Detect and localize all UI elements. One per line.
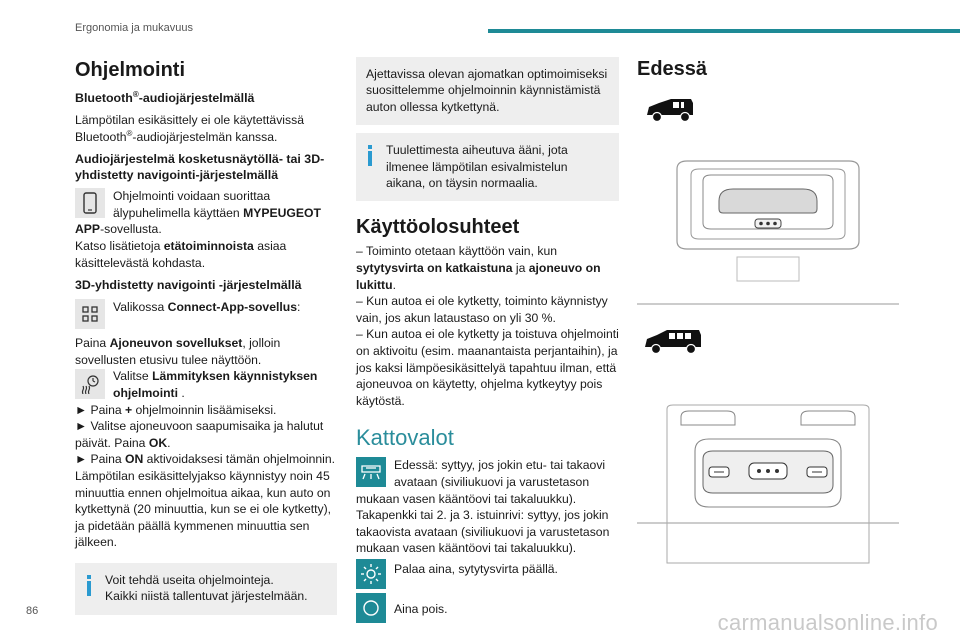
- note-optimization: Ajettavissa olevan ajomatkan optimoimiseksi suosittelemme ohjelmoinnin käynnistämistä auton ollessa kytkettynä.: [356, 57, 619, 125]
- info-note-programs: [75, 563, 337, 615]
- note-line-2: Kaikki niistä tallentuvat järjestelmään.: [105, 589, 308, 604]
- app-text-5: asiaa käsittelevästä kohdasta.: [75, 238, 287, 270]
- light-off-icon: [356, 593, 386, 623]
- running-header: Ergonomia ja mukavuus: [75, 22, 194, 34]
- step3-on: ON: [125, 452, 144, 467]
- remote-functions-ref: etätoiminnoista: [163, 238, 254, 253]
- lights-rear-text: Takapenkki tai 2. ja 3. istuinrivi: syttyy, jos jokin takaovista avataan (siviliukuovi ja varustetason mukaan vasen kääntöovi tai takaluukku).: [356, 508, 610, 556]
- connect-app-ref: Connect-App-sovellus: [167, 300, 297, 315]
- bluetooth-paragraph: [75, 112, 337, 145]
- u1-e: .: [392, 277, 396, 292]
- app-block: [75, 188, 337, 271]
- door-light-icon: [356, 457, 386, 487]
- bt-text-2b: -audiojärjestelmän kanssa.: [132, 129, 278, 144]
- heating-block: [75, 368, 337, 401]
- nav-heading: 3D-yhdistetty navigointi -järjestelmällä: [75, 278, 302, 293]
- column-1: [75, 58, 337, 615]
- app-paragraph: [75, 188, 337, 271]
- registered-mark: ®: [132, 89, 139, 99]
- note-line-1: Voit tehdä useita ohjelmointeja.: [105, 572, 274, 587]
- apps-grid-icon: [75, 299, 105, 329]
- step-1: [75, 402, 337, 419]
- step-3: [75, 451, 337, 468]
- smartphone-icon: [75, 188, 105, 218]
- nav-text-2: :: [296, 300, 301, 315]
- app-text-4: Katso lisätietoja: [75, 238, 164, 253]
- fan-note-text: Tuulettimesta aiheutuva ääni, jota ilmenee lämpötilan esivalmistelun aikana, on täysin normaalia.: [386, 143, 568, 191]
- valitse-text-2: .: [178, 385, 185, 400]
- usage-item-3: – Kun autoa ei ole kytketty ja toistuva ohjelmointi on aktivoitu (esim. maanantaista perjantaihin), ja jos kaksi lämpöesikäsittelyä tapahtuu ilman, että ajoneuvoa on käytetty, ohjelma kytkeytyy pois käytöstä.: [356, 327, 619, 408]
- step1-plus: +: [125, 402, 133, 417]
- lights-on-block: [356, 559, 619, 589]
- van-long-icon: [643, 327, 705, 355]
- paina-text-2: , jolloin sovellusten etusivu tulee näyttöön.: [75, 336, 281, 367]
- column-2: [356, 57, 619, 623]
- rear-roof-light-illustration: [637, 403, 899, 573]
- bt-heading-text: Bluetooth: [75, 91, 133, 105]
- bluetooth-heading: [75, 90, 337, 106]
- valitse-text-1: Valitse: [113, 369, 153, 384]
- nav-text-1: Valikossa: [113, 300, 168, 315]
- front-roof-light-illustration: [637, 157, 899, 307]
- heating-program-ref: Lämmityksen käynnistyksen ohjelmointi: [113, 369, 318, 400]
- u1-c: ja: [512, 261, 529, 276]
- usage-item-2: – Kun autoa ei ole kytketty, toiminto käynnistyy vain, jos akun lataustaso on yli 30 %.: [356, 294, 608, 325]
- vehicle-apps-ref: Ajoneuvon sovellukset: [109, 336, 243, 351]
- app-text-1: Ohjelmointi voidaan suorittaa: [113, 189, 271, 204]
- watermark: carmanualsonline.info: [717, 610, 938, 635]
- u1-locked: ajoneuvo on lukittu: [356, 261, 601, 292]
- step-2: [75, 418, 337, 451]
- step2-a: ► Valitse ajoneuvoon saapumisaika ja halutut päivät. Paina: [75, 419, 324, 450]
- info-icon: [87, 575, 91, 597]
- bt-heading-text-2: -audiojärjestelmällä: [138, 91, 255, 105]
- column-3: [637, 57, 899, 81]
- info-icon-2: [368, 145, 372, 167]
- lights-door-block: [356, 457, 619, 507]
- step1-c: ohjelmoinnin lisäämiseksi.: [132, 402, 277, 417]
- app-text-2: älypuhelimella käyttäen: [113, 205, 244, 220]
- nav-block: [75, 299, 337, 329]
- heating-paragraph: [75, 368, 337, 401]
- lights-off-text: Aina pois.: [394, 601, 448, 616]
- header-accent-bar: [488, 29, 960, 33]
- bt-text-1: Lämpötilan esikäsittely ei ole käytettävissä: [75, 113, 304, 127]
- step2-ok: OK: [148, 435, 168, 450]
- u1-ignition-off: sytytysvirta on katkaistuna: [356, 261, 513, 276]
- app-name: MYPEUGEOT APP: [75, 205, 321, 237]
- nav-paragraph: [75, 299, 337, 316]
- bt-text-2a: Bluetooth: [75, 129, 127, 144]
- u1-a: – Toiminto otetaan käyttöön vain, kun: [356, 244, 557, 259]
- step3-c: aktivoidaksesi tämän ohjelmoinnin.: [143, 452, 336, 467]
- paina-paragraph: [75, 335, 337, 368]
- lights-on-text: Palaa aina, sytytysvirta päällä.: [394, 561, 558, 576]
- light-on-icon: [356, 559, 386, 589]
- info-note-fan: [356, 133, 619, 201]
- timing-paragraph: Lämpötilan esikäsittelyjakso käynnistyy noin 45 minuuttia ennen ohjelmoitua aikaa, kun auto on kytkettynä (20 minuuttia, kun se ei ole kytketty), ja pidetään päällä kymmenen minuuttia sen jälkeen.: [75, 468, 332, 550]
- lights-off-block: [356, 593, 619, 623]
- front-title: Edessä: [637, 58, 708, 80]
- usage-conditions-title: Käyttöolosuhteet: [356, 216, 520, 239]
- paina-text-1: Paina: [75, 336, 110, 351]
- step1-a: ► Paina: [75, 402, 126, 417]
- van-short-icon: [645, 97, 697, 123]
- usage-item-1: [356, 243, 619, 293]
- step3-a: ► Paina: [75, 452, 126, 467]
- audio-heading: Audiojärjestelmä kosketusnäytöllä- tai 3D-yhdistetty navigointi-järjestelmällä: [75, 152, 325, 183]
- lights-door-text: Edessä: syttyy, jos jokin etu- tai takaovi avataan (siviliukuovi ja varustetason mukaan vasen kääntöovi tai takaluukku).: [356, 458, 606, 506]
- courtesy-lights-title: Kattovalot: [356, 425, 454, 451]
- step2-c: .: [167, 435, 171, 450]
- registered-mark-2: ®: [126, 128, 133, 138]
- app-text-3: -sovellusta.: [100, 222, 162, 237]
- section-title-ohjelmointi: Ohjelmointi: [75, 59, 185, 81]
- page-number: 86: [26, 605, 39, 617]
- heating-program-icon: [75, 369, 105, 399]
